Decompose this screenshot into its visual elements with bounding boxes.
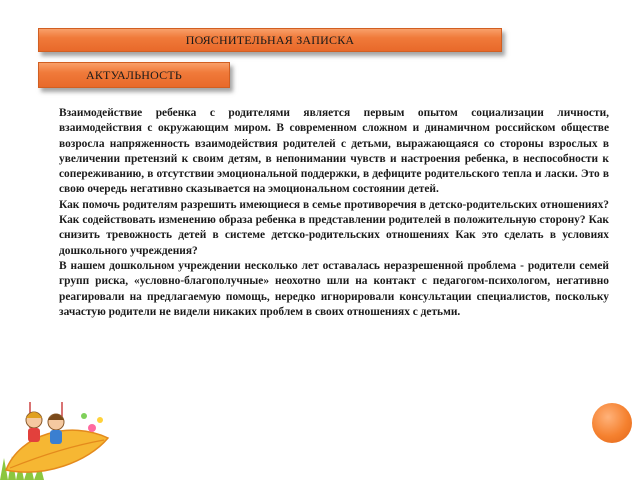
section-banner [38, 62, 230, 88]
page-title: ПОЯСНИТЕЛЬНАЯ ЗАПИСКА [185, 33, 355, 47]
paragraph-3: В нашем дошкольном учреждении несколько лет оставалась неразрешенной проблема - родители семей групп риска, «условно-благополучные» неохотно шли на контакт с педагогом-психологом, негативно реагировали на предлагаемую помощь, нередко игнорировали консультации специалистов, поскольку зачастую родители не видели никаких проблем в своих отношениях с детьми. [59, 259, 609, 318]
paragraph-2: Как помочь родителям разрешить имеющиеся в семье противоречия в детско-родительских отношениях? Как содействовать изменению образа ребенка в представлении родителей в положительную сторону? Как снизить тревожность детей в системе детско-родительских отношениях Как это сделать в условиях дошкольного учреждения? [59, 198, 609, 257]
explanatory-text [59, 106, 609, 320]
title-banner [38, 28, 502, 52]
paragraph-1: Взаимодействие ребенка с родителями является первым опытом социализации личности, взаимодействия с окружающим миром. В современном сложном и динамичном российском обществе возросла напряженность взаимодействия родителей с детьми, выражающаяся со стороны взрослых в увеличении претензий к своим детям, в непонимании чувств и настроения ребенка, в неспособности к сопереживанию, в отсутствии эмоциональной поддержки, в дефиците родительского тепла и ласки. Это в свою очередь негативно сказывается на эмоциональном состоянии детей. [59, 107, 609, 196]
orange-circle-icon [592, 403, 632, 443]
children-on-leaf-illustration-icon [0, 398, 112, 480]
section-title: АКТУАЛЬНОСТЬ [85, 68, 182, 82]
